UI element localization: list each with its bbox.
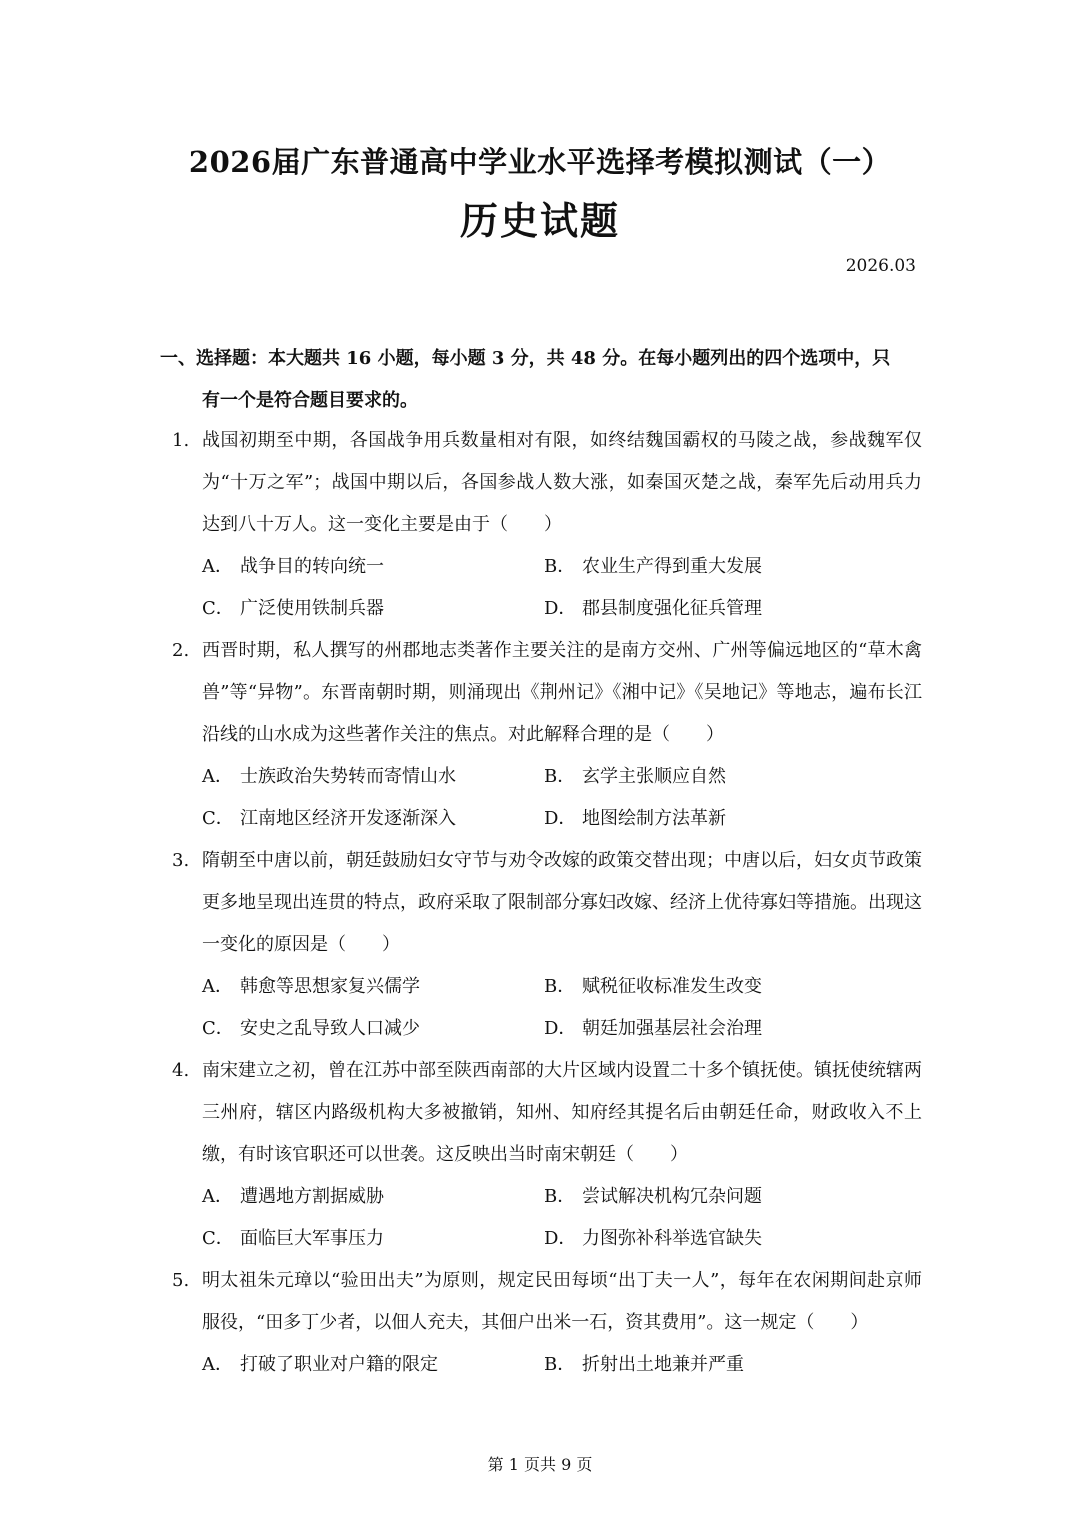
option-text: 士族政治失势转而寄情山水	[240, 766, 456, 787]
question-stem: 隋朝至中唐以前，朝廷鼓励妇女守节与劝令改嫁的政策交替出现；中唐以后，妇女贞节政策更多地呈现出连贯的特点，政府采取了限制部分寡妇改嫁、经济上优待寡妇等措施。出现这一变化的原因是（ ）	[202, 850, 922, 955]
option-text: 郡县制度强化征兵管理	[582, 598, 762, 619]
question-3	[172, 840, 922, 1050]
option-letter: A．	[202, 766, 233, 787]
option-b	[544, 546, 886, 588]
option-a	[202, 966, 544, 1008]
option-letter: D．	[544, 808, 577, 829]
option-text: 地图绘制方法革新	[582, 808, 726, 829]
subject-title: 历史试题	[459, 199, 620, 243]
option-letter: B．	[544, 1354, 576, 1375]
option-b	[544, 1176, 886, 1218]
option-letter: C．	[202, 598, 234, 619]
option-letter: C．	[202, 1018, 234, 1039]
option-letter: D．	[544, 598, 577, 619]
question-number: 3.	[172, 850, 190, 871]
question-stem: 明太祖朱元璋以“验田出夫”为原则，规定民田每顷“出丁夫一人”，每年在农闲期间赴京师服役，“田多丁少者，以佃人充夫，其佃户出米一石，资其费用”。这一规定（ ）	[202, 1270, 922, 1333]
exam-title: 2026届广东普通高中学业水平选择考模拟测试（一）	[188, 145, 892, 179]
option-c	[202, 1008, 544, 1050]
option-c	[202, 588, 544, 630]
question-5	[172, 1260, 922, 1386]
option-letter: A．	[202, 556, 233, 577]
option-letter: C．	[202, 808, 234, 829]
option-text: 广泛使用铁制兵器	[240, 598, 384, 619]
page-footer: 第 1 页共 9 页	[487, 1455, 593, 1474]
option-d	[544, 588, 886, 630]
option-letter: A．	[202, 1354, 233, 1375]
question-number: 1.	[172, 430, 190, 451]
option-text: 尝试解决机构冗杂问题	[582, 1186, 762, 1207]
question-stem: 战国初期至中期，各国战争用兵数量相对有限，如终结魏国霸权的马陵之战，参战魏军仅为“十万之军”；战国中期以后，各国参战人数大涨，如秦国灭楚之战，秦军先后动用兵力达到八十万人。这一变化主要是由于（ ）	[202, 430, 922, 535]
option-letter: D．	[544, 1018, 577, 1039]
section-instructions-line2: 有一个是符合题目要求的。	[202, 390, 418, 411]
question-stem: 西晋时期，私人撰写的州郡地志类著作主要关注的是南方交州、广州等偏远地区的“草木禽兽”等“异物”。东晋南朝时期，则涌现出《荆州记》《湘中记》《吴地记》等地志，遍布长江沿线的山水成为这些著作关注的焦点。对此解释合理的是（ ）	[202, 640, 922, 745]
option-text: 江南地区经济开发逐渐深入	[240, 808, 456, 829]
option-text: 遭遇地方割据威胁	[240, 1186, 384, 1207]
option-text: 力图弥补科举选官缺失	[582, 1228, 762, 1249]
option-text: 朝廷加强基层社会治理	[582, 1018, 762, 1039]
option-text: 折射出土地兼并严重	[582, 1354, 744, 1375]
option-d	[544, 798, 886, 840]
option-b	[544, 756, 886, 798]
question-number: 5.	[172, 1270, 190, 1291]
option-letter: B．	[544, 976, 576, 997]
option-d	[544, 1008, 886, 1050]
question-list	[172, 420, 922, 1386]
question-4	[172, 1050, 922, 1260]
option-letter: B．	[544, 766, 576, 787]
option-text: 安史之乱导致人口减少	[240, 1018, 420, 1039]
option-text: 打破了职业对户籍的限定	[240, 1354, 438, 1375]
option-text: 韩愈等思想家复兴儒学	[240, 976, 420, 997]
exam-date: 2026.03	[845, 256, 916, 276]
section-instructions-line1: 一、选择题：本大题共 16 小题，每小题 3 分，共 48 分。在每小题列出的四个选项中，只	[160, 348, 891, 369]
option-b	[544, 1344, 886, 1386]
option-b	[544, 966, 886, 1008]
question-stem: 南宋建立之初，曾在江苏中部至陕西南部的大片区域内设置二十多个镇抚使。镇抚使统辖两三州府，辖区内路级机构大多被撤销，知州、知府经其提名后由朝廷任命，财政收入不上缴，有时该官职还可以世袭。这反映出当时南宋朝廷（ ）	[202, 1060, 922, 1165]
question-number: 4.	[172, 1060, 190, 1081]
option-c	[202, 1218, 544, 1260]
option-letter: B．	[544, 1186, 576, 1207]
question-1	[172, 420, 922, 630]
option-a	[202, 546, 544, 588]
option-a	[202, 756, 544, 798]
option-a	[202, 1344, 544, 1386]
option-letter: B．	[544, 556, 576, 577]
option-letter: D．	[544, 1228, 577, 1249]
option-d	[544, 1218, 886, 1260]
option-letter: A．	[202, 1186, 233, 1207]
section-instructions	[160, 338, 922, 422]
question-2	[172, 630, 922, 840]
option-letter: C．	[202, 1228, 234, 1249]
option-text: 战争目的转向统一	[240, 556, 384, 577]
option-text: 玄学主张顺应自然	[582, 766, 726, 787]
option-text: 面临巨大军事压力	[240, 1228, 384, 1249]
option-c	[202, 798, 544, 840]
option-a	[202, 1176, 544, 1218]
question-number: 2.	[172, 640, 190, 661]
option-letter: A．	[202, 976, 233, 997]
option-text: 农业生产得到重大发展	[582, 556, 762, 577]
option-text: 赋税征收标准发生改变	[582, 976, 762, 997]
